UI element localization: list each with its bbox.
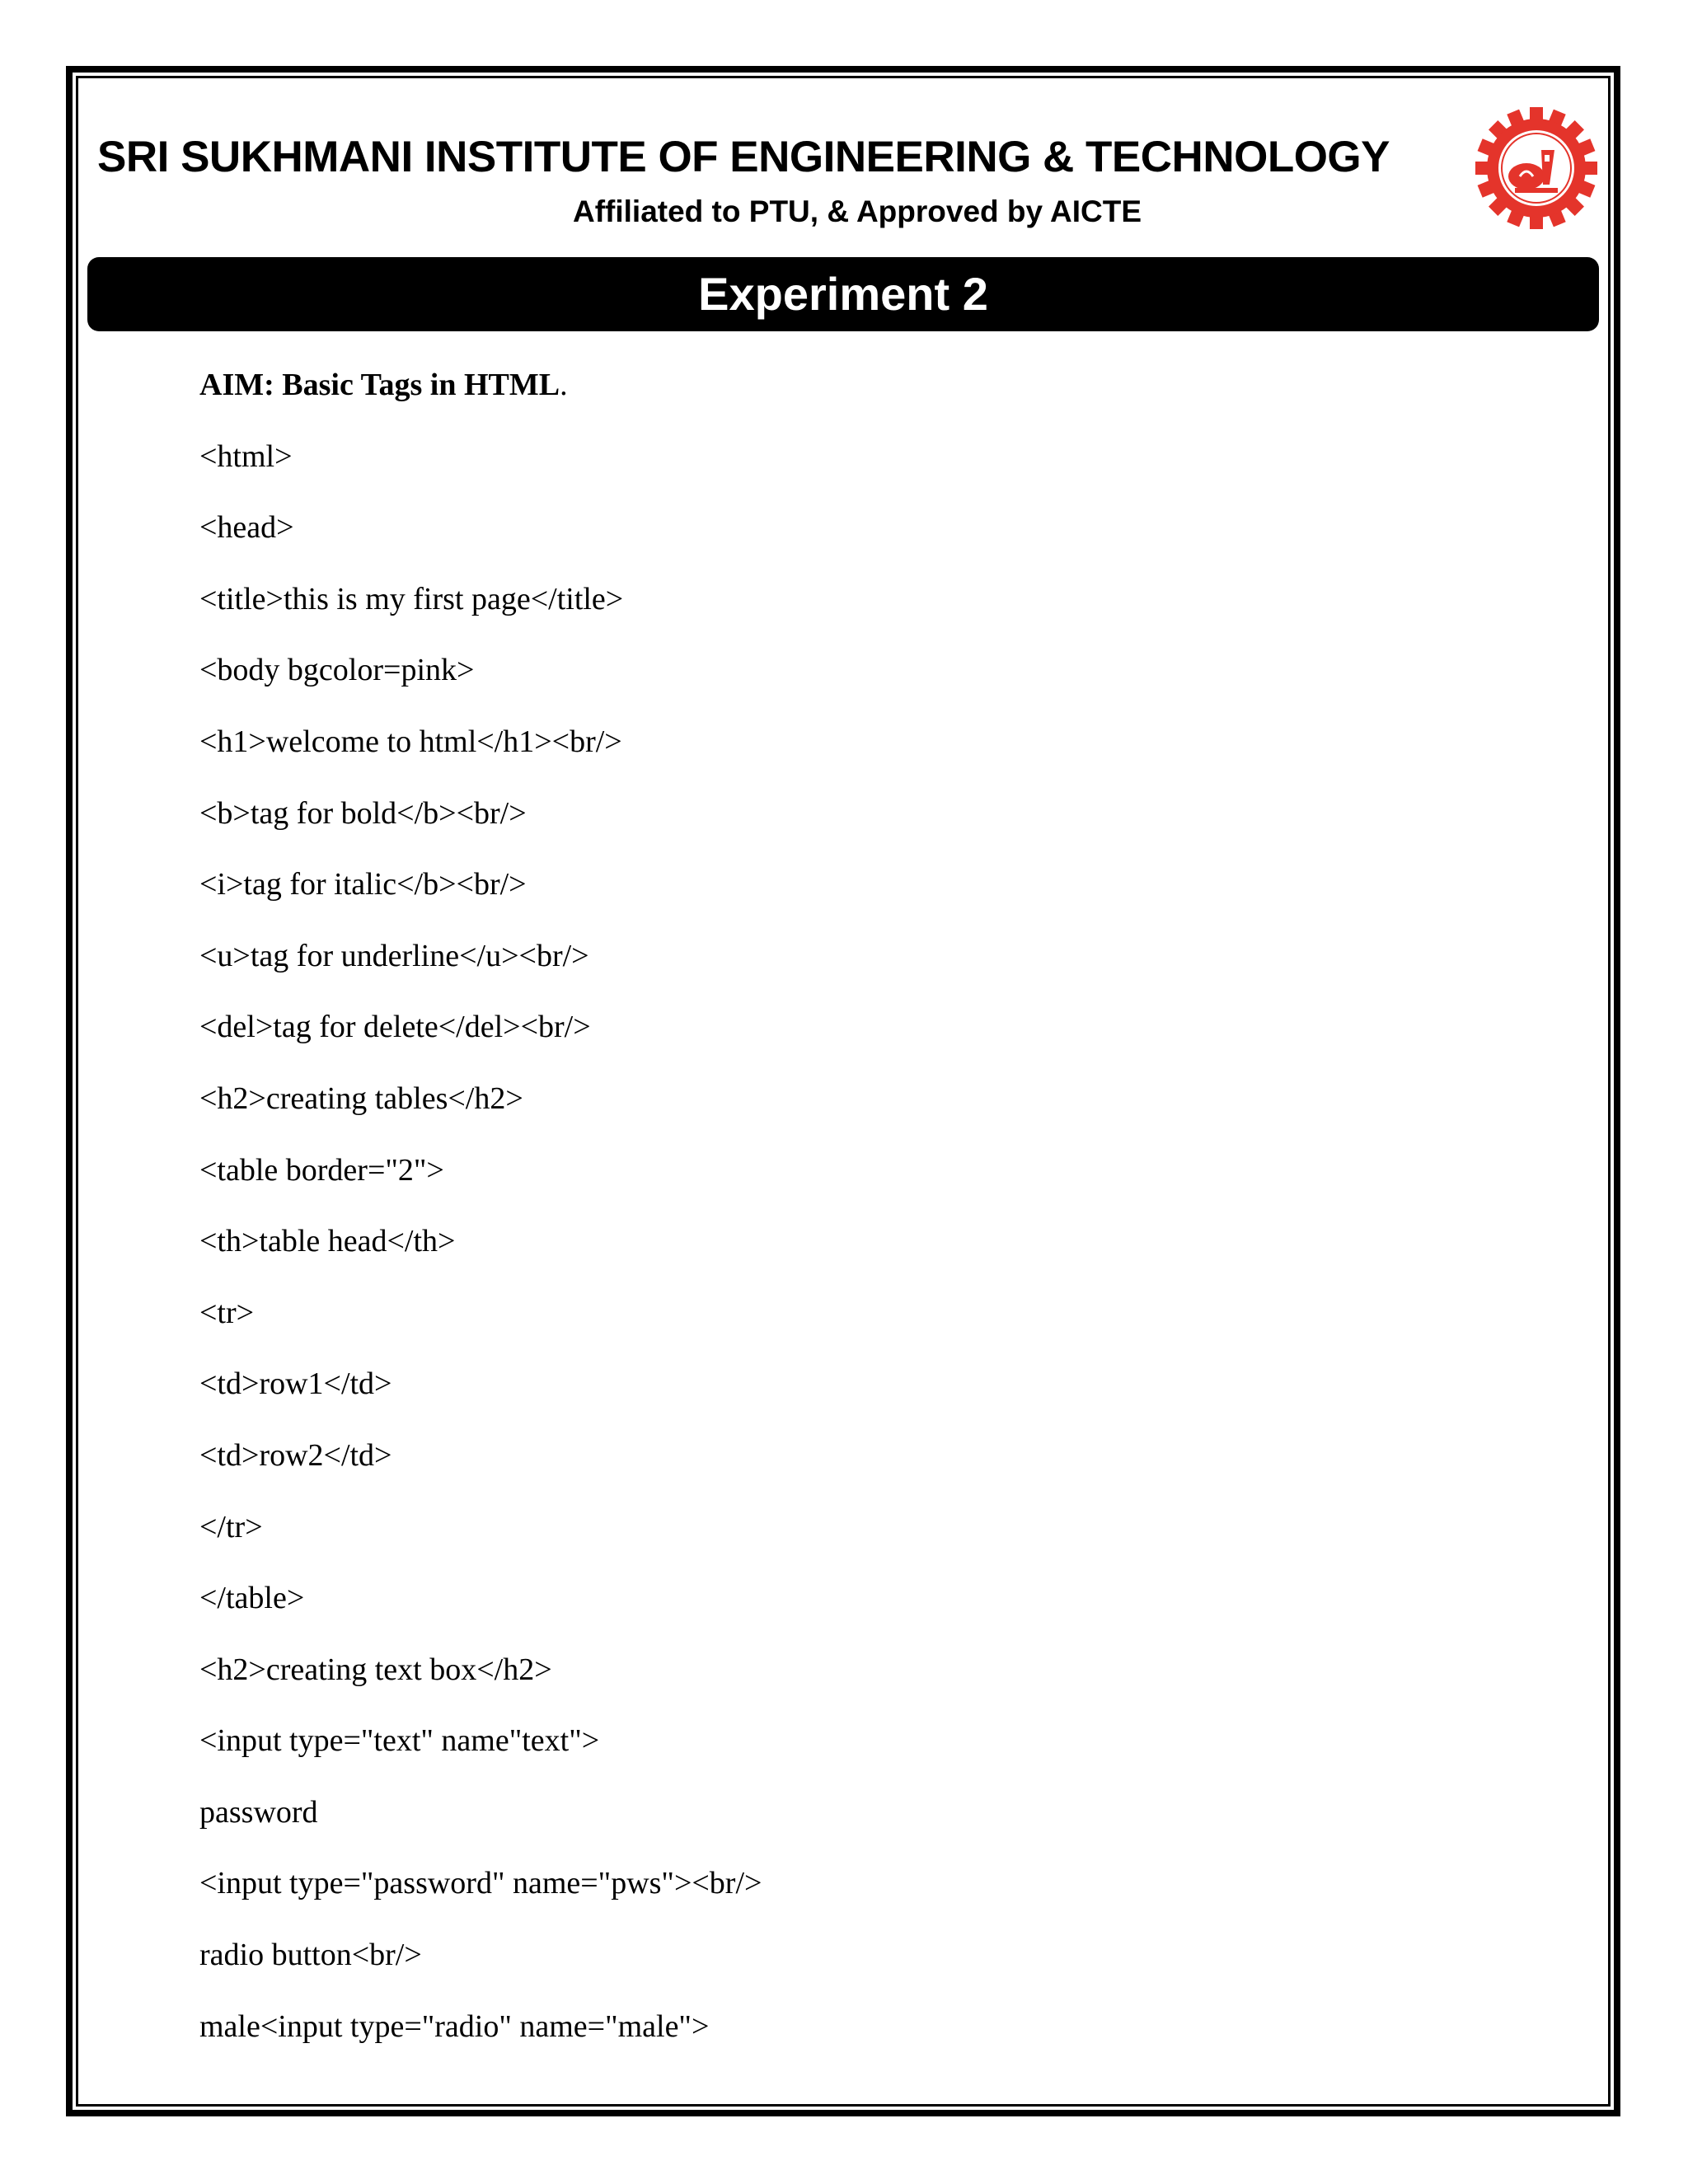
document-body [199, 361, 1551, 2074]
code-line: <title>this is my first page</title> [199, 581, 624, 616]
code-line: <table border="2"> [199, 1152, 444, 1188]
code-line: <html> [199, 438, 293, 474]
code-line: <h1>welcome to html</h1><br/> [199, 724, 622, 759]
code-line: radio button<br/> [199, 1938, 422, 1973]
code-line: <th>table head</th> [199, 1224, 456, 1259]
code-line: <body bgcolor=pink> [199, 653, 475, 688]
code-line: <u>tag for underline</u><br/> [199, 938, 589, 973]
code-line: male<input type="radio" name="male"> [199, 2008, 710, 2044]
aim-suffix: . [560, 368, 568, 402]
institute-seal-icon [1474, 105, 1599, 231]
code-line: <h2>creating tables</h2> [199, 1080, 523, 1116]
code-line: <td>row1</td> [199, 1366, 392, 1402]
code-line: <input type="password" name="pws"><br/> [199, 1866, 762, 1901]
code-line: <i>tag for italic</b><br/> [199, 867, 527, 902]
code-line: password [199, 1794, 318, 1830]
experiment-title: Experiment 2 [698, 268, 988, 320]
experiment-banner [87, 257, 1599, 331]
code-line: <head> [199, 510, 294, 546]
code-line: <td>row2</td> [199, 1437, 392, 1473]
code-line: </tr> [199, 1509, 263, 1544]
aim-label: AIM: Basic Tags in HTML [199, 368, 560, 402]
institute-name: SRI SUKHMANI INSTITUTE OF ENGINEERING & TECHNOLOGY [97, 133, 1390, 181]
code-line: <del>tag for delete</del><br/> [199, 1010, 591, 1045]
code-line: <h2>creating text box</h2> [199, 1652, 552, 1687]
aim-line [199, 361, 1551, 433]
affiliation-text: Affiliated to PTU, & Approved by AICTE [573, 194, 1142, 228]
code-line: <input type="text" name"text"> [199, 1723, 600, 1759]
code-line: </table> [199, 1581, 305, 1616]
code-line: <b>tag for bold</b><br/> [199, 795, 527, 831]
code-line: <tr> [199, 1295, 255, 1330]
